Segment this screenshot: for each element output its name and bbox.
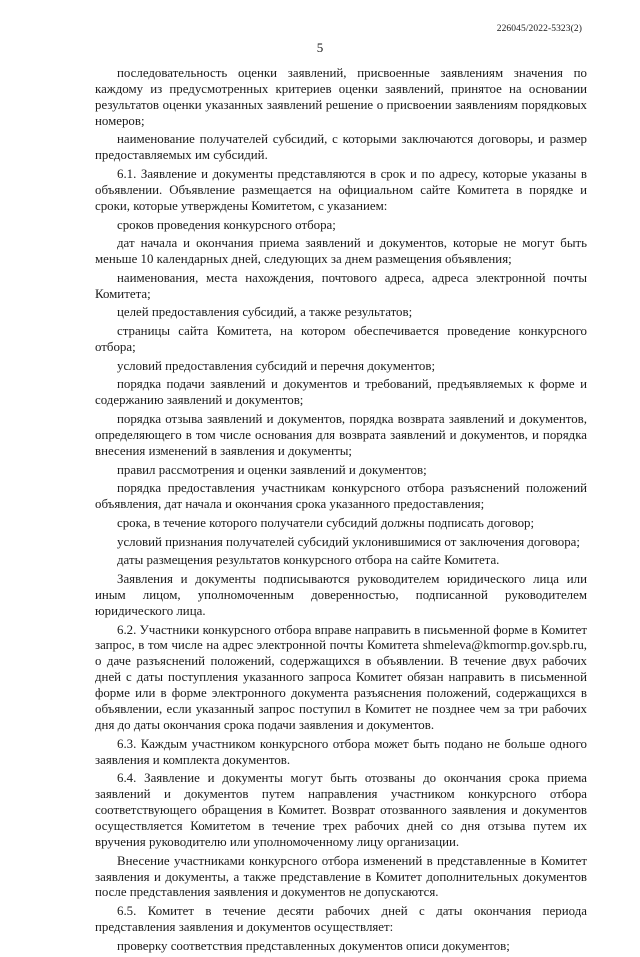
paragraph: условий предоставления субсидий и перечня документов;	[117, 358, 436, 373]
paragraph: порядка отзыва заявлений и документов, порядка возврата заявлений и документов, определяющего в том числе основания для возврата заявлений и документов, и порядка внесения изменений в заявления и документы;	[95, 412, 587, 458]
paragraph: 6.5. Комитет в течение десяти рабочих дней с даты окончания периода представления заявления и документов осуществляет:	[95, 904, 587, 935]
paragraph: страницы сайта Комитета, на котором обеспечивается проведение конкурсного отбора;	[95, 324, 587, 355]
paragraph: проверку соответствия представленных документов описи документов;	[117, 938, 510, 953]
paragraph: даты размещения результатов конкурсного отбора на сайте Комитета.	[117, 553, 500, 568]
paragraph: дат начала и окончания приема заявлений и документов, которые не могут быть меньше 10 календарных дней, следующих за днем размещения объявления;	[95, 236, 587, 267]
paragraph: 6.3. Каждым участником конкурсного отбора может быть подано не больше одного заявления и комплекта документов.	[95, 736, 587, 767]
paragraph: Заявления и документы подписываются руководителем юридического лица или иным лицом, уполномоченным доверенностью, подписанной руководителем юридического лица.	[95, 572, 587, 618]
paragraph: порядка подачи заявлений и документов и требований, предъявляемых к форме и содержанию заявлений и документов;	[95, 377, 587, 408]
paragraph: 6.4. Заявление и документы могут быть отозваны до окончания срока приема заявлений и документов путем направления участником конкурсного отбора соответствующего обращения в Комитет. Возврат отозванного заявления и документов осуществляется Комитетом в течение трех рабочих дней со дня отзыва путем их вручения руководителю или уполномоченному лицу организации.	[95, 771, 587, 849]
paragraph: последовательность оценки заявлений, присвоенные заявлениям значения по каждому из предусмотренных критериев оценки заявлений, принятое на основании результатов оценки указанных заявлений решение о присвоении заявлениям порядковых номеров;	[95, 66, 587, 128]
paragraph: 6.1. Заявление и документы представляются в срок и по адресу, которые указаны в объявлении. Объявление размещается на официальном сайте Комитета в порядке и сроки, которые утверждены Комитетом, с указанием:	[95, 167, 587, 213]
page-number: 5	[316, 40, 324, 55]
paragraph: порядка предоставления участникам конкурсного отбора разъяснений положений объявления, дат начала и окончания срока указанного предоставления;	[95, 481, 587, 512]
paragraph: наименования, места нахождения, почтового адреса, адреса электронной почты Комитета;	[95, 270, 587, 301]
document-body	[95, 66, 587, 957]
paragraph: сроков проведения конкурсного отбора;	[117, 217, 336, 232]
paragraph: Внесение участниками конкурсного отбора изменений в представленные в Комитет заявления и документы, а также представление в Комитет дополнительных документов после представления заявления и документов не допускаются.	[95, 853, 587, 900]
paragraph: срока, в течение которого получатели субсидий должны подписать договор;	[117, 515, 535, 530]
paragraph: условий признания получателей субсидий уклонившимися от заключения договора;	[117, 534, 580, 549]
paragraph: 6.2. Участники конкурсного отбора вправе направить в письменной форме в Комитет запрос, в том числе на адрес электронной почты Комитета shmeleva@kmormp.gov.spb.ru, о даче разъяснений положений, содержащихся в объявлении. В течение двух рабочих дней с даты поступления указанного запроса Комитет обязан направить в письменной форме или в форме электронного документа разъяснения положений, содержащихся в объявлении, если указанный запрос поступил в Комитет не позднее чем за три рабочих дня до даты окончания срока подачи заявления и документов.	[95, 622, 587, 732]
paragraph: целей предоставления субсидий, а также результатов;	[117, 305, 413, 320]
paragraph: наименование получателей субсидий, с которыми заключаются договоры, и размер предоставляемых им субсидий.	[95, 132, 587, 163]
document-number: 226045/2022-5323(2)	[496, 24, 582, 34]
paragraph: правил рассмотрения и оценки заявлений и документов;	[117, 462, 427, 477]
